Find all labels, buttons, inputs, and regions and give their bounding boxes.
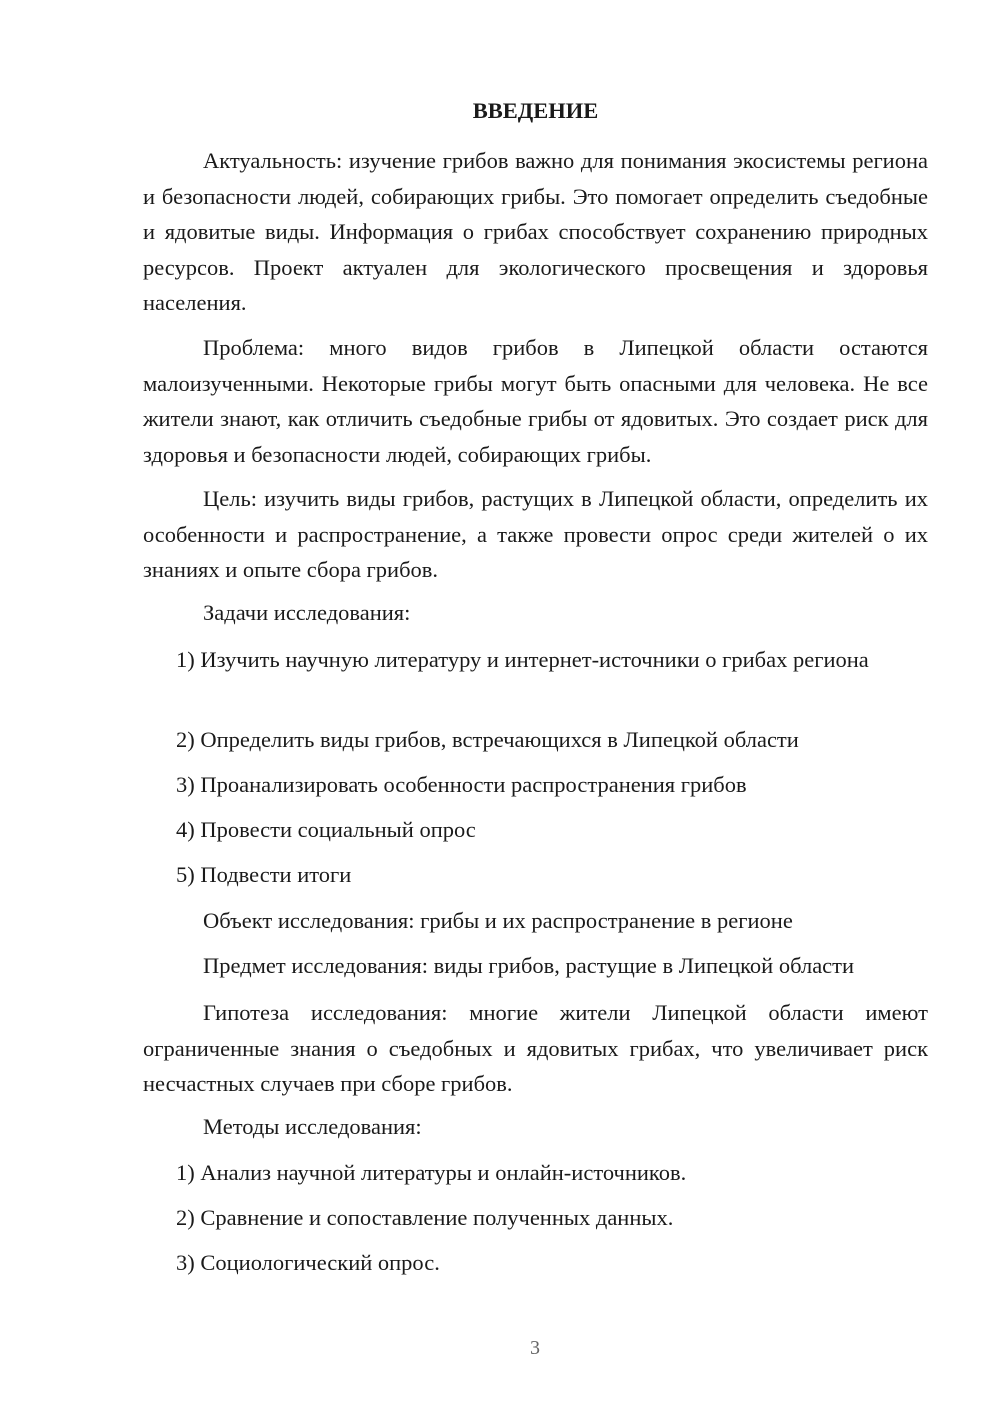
- research-subject: Предмет исследования: виды грибов, растущие в Липецкой области: [203, 953, 855, 978]
- task-item: 2) Определить виды грибов, встречающихся в Липецкой области: [176, 727, 799, 752]
- task-item: 4) Провести социальный опрос: [176, 817, 476, 842]
- method-item: 1) Анализ научной литературы и онлайн-источников.: [176, 1160, 687, 1185]
- method-item: 2) Сравнение и сопоставление полученных данных.: [176, 1205, 674, 1230]
- hypothesis-paragraph: Гипотеза исследования: многие жители Липецкой области имеют ограниченные знания о съедобных и ядовитых грибах, что увеличивает риск несчастных случаев при сборе грибов.: [143, 1000, 928, 1096]
- relevance-paragraph: Актуальность: изучение грибов важно для понимания экосистемы региона и безопасности людей, собирающих грибы. Это помогает определить съедобные и ядовитые виды. Информация о грибах способствует сохранению природных ресурсов. Проект актуален для экологического просвещения и здоровья населения.: [143, 148, 928, 315]
- page-number: 3: [530, 1337, 540, 1359]
- task-item: 1) Изучить научную литературу и интернет-источники о грибах региона: [176, 647, 869, 672]
- tasks-title: Задачи исследования:: [203, 600, 411, 625]
- task-item: 3) Проанализировать особенности распространения грибов: [176, 772, 747, 797]
- problem-paragraph: Проблема: много видов грибов в Липецкой области остаются малоизученными. Некоторые грибы могут быть опасными для человека. Не все жители знают, как отличить съедобные грибы от ядовитых. Это создает риск для здоровья и безопасности людей, собирающих грибы.: [143, 335, 928, 467]
- methods-title: Методы исследования:: [203, 1114, 422, 1139]
- section-heading: ВВЕДЕНИЕ: [472, 98, 599, 123]
- task-item: 5) Подвести итоги: [176, 862, 352, 887]
- goal-paragraph: Цель: изучить виды грибов, растущих в Липецкой области, определить их особенности и распространение, а также провести опрос среди жителей о их знаниях и опыте сбора грибов.: [143, 486, 928, 582]
- method-item: 3) Социологический опрос.: [176, 1250, 440, 1275]
- research-object: Объект исследования: грибы и их распространение в регионе: [203, 908, 793, 933]
